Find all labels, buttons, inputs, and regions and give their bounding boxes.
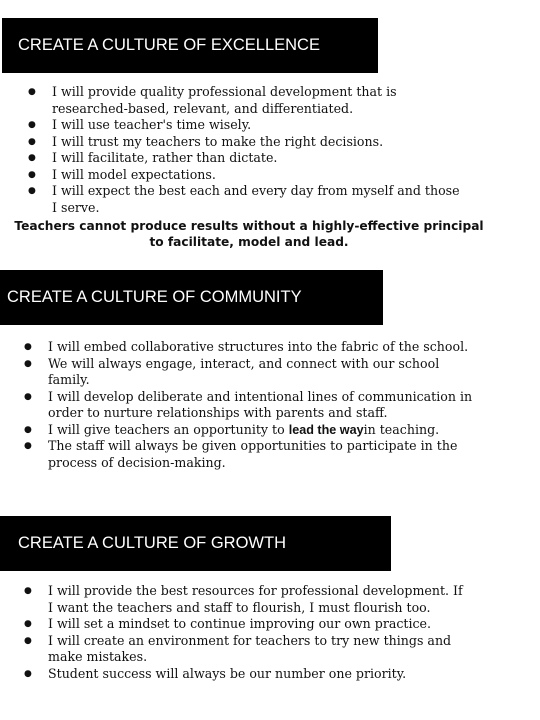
bullet-icon: ●: [28, 186, 36, 196]
bullet-icon: ●: [24, 391, 32, 402]
bullet-icon: ●: [24, 441, 32, 451]
list-item: ● I will expect the best each and every day from myself and those I serve.: [28, 183, 460, 215]
list-item: ● I will develop deliberate and intentional lines of communication in order to nurture relationships with parents and staff.: [24, 388, 473, 420]
list-item: ● I will give teachers an opportunity to lead the wayin teaching.: [24, 421, 440, 437]
bullet-icon: ●: [28, 136, 36, 147]
bullet-icon: ●: [24, 635, 32, 646]
bullet-icon: ●: [24, 358, 32, 369]
bullet-icon: ●: [24, 342, 32, 352]
excellence-heading: CREATE A CULTURE OF EXCELLENCE: [18, 36, 320, 54]
bullet-icon: ●: [28, 120, 36, 130]
list-item: ● Student success will always be our number one priority.: [24, 665, 407, 681]
bullet-icon: ●: [28, 87, 36, 97]
excellence-list: [28, 84, 468, 216]
list-item: ● I will facilitate, rather than dictate.: [28, 150, 278, 165]
bullet-icon: ●: [24, 424, 32, 435]
excellence-heading-banner: [2, 18, 378, 73]
list-item: ● The staff will always be given opportunities to participate in the process of decision-making.: [24, 438, 458, 470]
list-item: ● I will model expectations.: [28, 166, 216, 182]
list-item: ● I will provide the best resources for professional development. If I want the teachers and staff to flourish, I must flourish too.: [24, 583, 463, 615]
callout-line-2: to facilitate, model and lead.: [149, 235, 349, 249]
list-item: ● I will trust my teachers to make the right decisions.: [28, 133, 384, 149]
excellence-callout: [10, 218, 488, 250]
callout-line-1: Teachers cannot produce results without a highly-effective principal: [14, 219, 484, 233]
bullet-icon: ●: [28, 169, 36, 180]
list-item: ● I will create an environment for teachers to try new things and make mistakes.: [24, 632, 452, 664]
lead-the-way-emphasis: lead the way: [288, 422, 364, 437]
list-item: ● I will provide quality professional development that is researched-based, relevant, and differentiated.: [28, 84, 397, 116]
community-heading: CREATE A CULTURE OF COMMUNITY: [7, 288, 302, 306]
bullet-icon: ●: [28, 153, 36, 163]
bullet-icon: ●: [24, 619, 32, 629]
list-item: ● I will embed collaborative structures into the fabric of the school.: [24, 339, 469, 354]
growth-heading: CREATE A CULTURE OF GROWTH: [18, 534, 286, 552]
community-heading-banner: [0, 270, 383, 325]
growth-heading-banner: [0, 516, 391, 571]
growth-list: [24, 583, 464, 682]
list-item: ● I will set a mindset to continue improving our own practice.: [24, 616, 432, 631]
bullet-icon: ●: [24, 586, 32, 596]
bullet-icon: ●: [24, 668, 32, 679]
community-list: [24, 339, 484, 471]
list-item: ● We will always engage, interact, and connect with our school family.: [24, 355, 440, 387]
list-item: ● I will use teacher's time wisely.: [28, 117, 252, 132]
